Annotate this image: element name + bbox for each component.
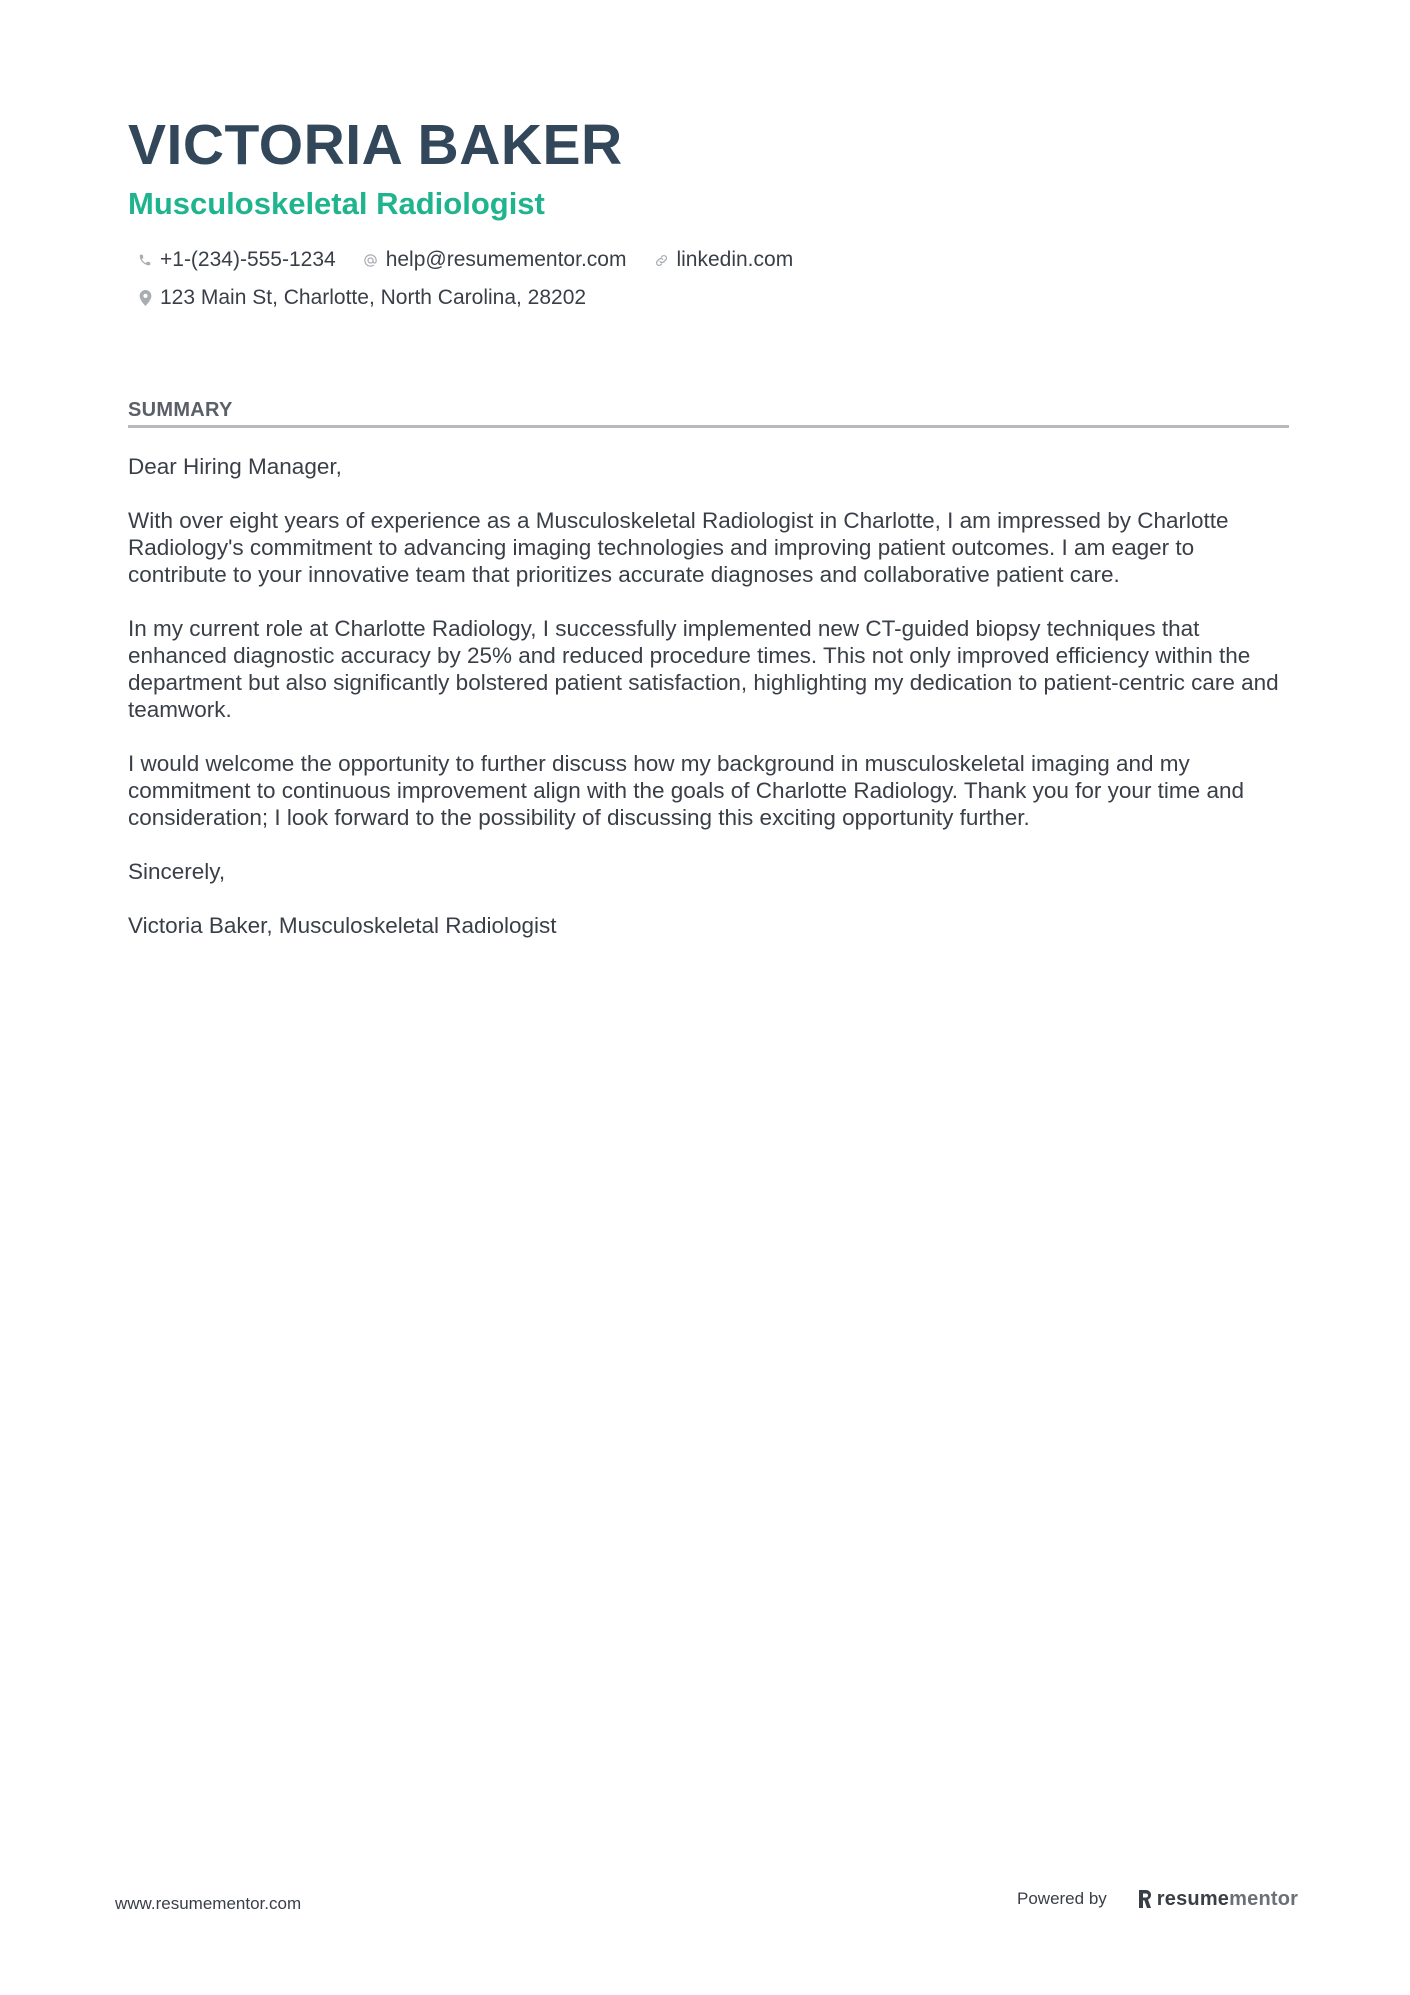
website-text[interactable]: linkedin.com xyxy=(676,248,794,271)
letter-signature: Victoria Baker, Musculoskeletal Radiologist xyxy=(128,913,557,938)
section-divider xyxy=(128,425,1289,428)
letter-closing: Sincerely, xyxy=(128,859,226,884)
contact-website xyxy=(652,246,793,274)
brand-logo[interactable] xyxy=(1137,1888,1298,1910)
contact-address xyxy=(136,284,586,312)
at-icon xyxy=(362,251,380,269)
letter-paragraph: I would welcome the opportunity to further discuss how my background in musculoskeletal imaging and my commitment to continuous improvement align with the goals of Charlotte Radiology. Thank you for your time and consideration; I look forward to the possibility of discussing this exciting opportunity further. xyxy=(128,751,1244,830)
letter-greeting: Dear Hiring Manager, xyxy=(128,454,342,479)
phone-text[interactable]: +1-(234)-555-1234 xyxy=(160,248,336,271)
footer-website[interactable]: www.resumementor.com xyxy=(115,1894,302,1913)
letter-body xyxy=(128,453,1293,966)
candidate-job-title: Musculoskeletal Radiologist xyxy=(128,186,545,221)
contact-phone xyxy=(136,246,336,274)
footer-branding xyxy=(1017,1888,1298,1910)
brand-name-bold: resume xyxy=(1156,1888,1230,1910)
letter-paragraph: In my current role at Charlotte Radiology, I successfully implemented new CT-guided biopsy techniques that enhanced diagnostic accuracy by 25% and reduced procedure times. This not only improved efficiency within the department but also significantly bolstered patient satisfaction, highlighting my dedication to patient-centric care and teamwork. xyxy=(128,616,1279,722)
summary-heading: SUMMARY xyxy=(128,399,233,421)
contact-row-secondary xyxy=(136,284,612,312)
link-icon xyxy=(652,251,670,269)
candidate-name: VICTORIA BAKER xyxy=(128,113,623,177)
brand-name-light: mentor xyxy=(1229,1888,1299,1910)
letter-paragraph: With over eight years of experience as a Musculoskeletal Radiologist in Charlotte, I am impressed by Charlotte Radiology's commitment to advancing imaging technologies and improving patient outcomes. I am eager to contribute to your innovative team that prioritizes accurate diagnoses and collaborative patient care. xyxy=(128,508,1229,587)
location-pin-icon xyxy=(136,289,154,307)
powered-by-label: Powered by xyxy=(1017,1889,1107,1908)
contact-email xyxy=(362,246,627,274)
email-text[interactable]: help@resumementor.com xyxy=(385,248,627,271)
contact-row-primary xyxy=(136,246,819,274)
phone-icon xyxy=(136,251,154,269)
address-text: 123 Main St, Charlotte, North Carolina, 28202 xyxy=(160,286,587,309)
resumementor-logo-icon xyxy=(1137,1889,1153,1909)
